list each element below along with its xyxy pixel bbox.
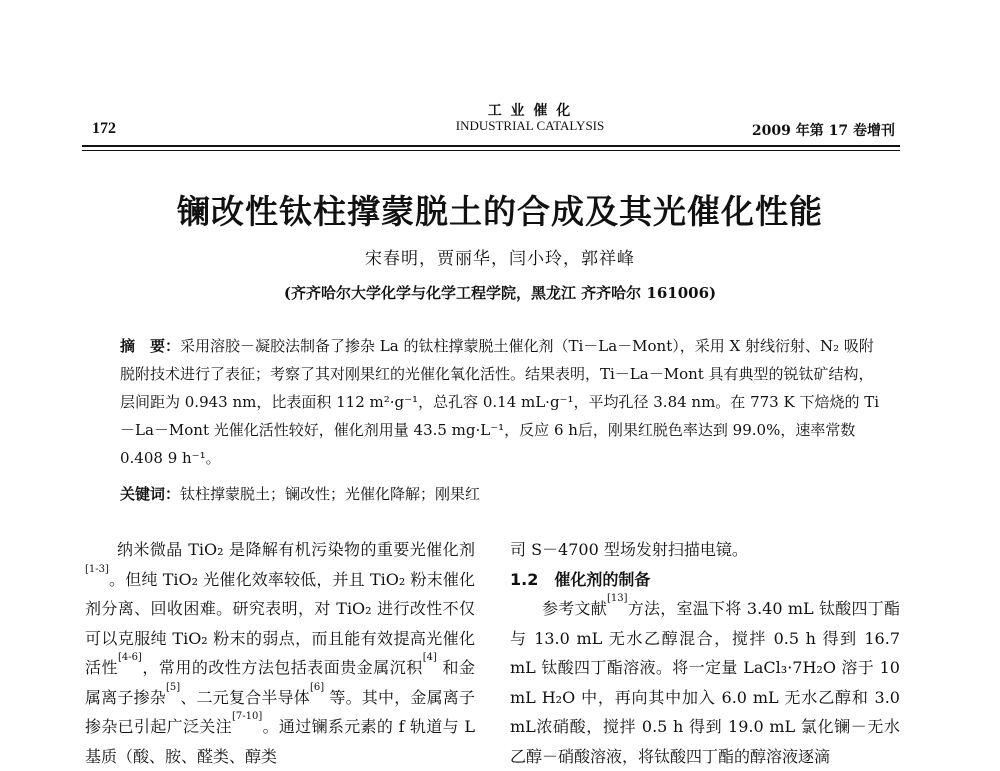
- abstract-label: 摘 要：: [120, 337, 181, 355]
- article-title: 镧改性钛柱撑蒙脱土的合成及其光催化性能: [177, 192, 823, 231]
- body-text: 等。其中，金属离子掺杂已引起广泛关注: [85, 687, 475, 736]
- body-text: 纳米微晶 TiO₂ 是降解有机污染物的重要光催化剂: [117, 540, 475, 559]
- body-text: 参考文献: [542, 599, 608, 618]
- body-line: 司 S－4700 型场发射扫描电镜。: [510, 540, 748, 559]
- keywords: [120, 480, 888, 508]
- issue-info: 2009 年第 17 卷增刊: [751, 123, 895, 139]
- abstract-text: 采用溶胶－凝胶法制备了掺杂 La 的钛柱撑蒙脱土催化剂（Ti－La－Mont），采用 X 射线衍射、N₂ 吸附脱附技术进行了表征；考察了其对刚果红的光催化氧化活性。结果表明，Ti－La－Mont 具有典型的锐钛矿结构，层间距为 0.943 nm，比表面积 112 m²·g⁻¹，总孔容 0.14 mL·g⁻¹，平均孔径 3.84 nm。在 773 K 下焙烧的 Ti－La－Mont 光催化活性较好，催化剂用量 43.5 mg·L⁻¹，反应 6 h后，刚果红脱色率达到 99.0%，速率常数 0.408 9 h⁻¹。: [120, 337, 880, 467]
- intro-paragraph: [85, 535, 475, 771]
- citation: [1-3]: [85, 563, 109, 575]
- header-rule-thick: [82, 145, 900, 147]
- abstract: [120, 332, 888, 472]
- journal-title-en: INDUSTRIAL CATALYSIS: [455, 118, 605, 133]
- keywords-text: 钛柱撑蒙脱土；镧改性；光催化降解；刚果红: [180, 485, 481, 503]
- citation: [5]: [166, 681, 181, 693]
- citation: [4]: [422, 652, 437, 663]
- article-affiliation: (齐齐哈尔大学化学与化学工程学院，黑龙江 齐齐哈尔 161006): [283, 284, 717, 302]
- citation: [6]: [309, 681, 325, 693]
- body-text: 方法，室温下将 3.40 mL 钛酸四丁酯与 13.0 mL 无水乙醇混合，搅拌 0.5 h 得到 16.7 mL 钛酸四丁酯溶液。将一定量 LaCl₃·7H₂O 溶于 10 mL H₂O 中，再向其中加入 6.0 mL 无水乙醇和 3.0 mL浓硝酸，搅拌 0.5 h 得到 19.0 mL 氯化镧－无水乙醇－硝酸溶液，将钛酸四丁酯的醇溶液逐滴: [510, 599, 900, 766]
- body-text: 和金属离子掺杂: [85, 658, 475, 707]
- body-text: 、二元复合半导体: [180, 687, 310, 707]
- citation: [4-6]: [117, 652, 142, 663]
- body-left-column: [85, 535, 475, 771]
- header-rule-thin: [82, 150, 900, 151]
- body-text: 。但纯 TiO₂ 光催化效率较低，并且 TiO₂ 粉末催化剂分离、回收困难。研究表明，对 TiO₂ 进行改性不仅可以克服纯 TiO₂ 粉末的弱点，而且能有效提高光催化活性: [85, 569, 475, 677]
- journal-title-cn: 工 业 催 化: [487, 103, 573, 119]
- citation: [13]: [607, 593, 628, 604]
- keywords-label: 关键词：: [120, 485, 181, 503]
- section-heading: 1.2 催化剂的制备: [510, 569, 651, 589]
- page-number: 172: [92, 120, 116, 137]
- body-text: 。通过镧系元素的 f 轨道与 L 基质（酸、胺、醛类、醇类: [85, 717, 475, 766]
- method-paragraph: [510, 594, 900, 771]
- article-authors: 宋春明，贾丽华，闫小玲，郭祥峰: [365, 249, 635, 269]
- body-right-column: [510, 535, 900, 771]
- citation: [7-10]: [231, 711, 263, 722]
- body-text: ，常用的改性方法包括表面贵金属沉积: [141, 658, 423, 677]
